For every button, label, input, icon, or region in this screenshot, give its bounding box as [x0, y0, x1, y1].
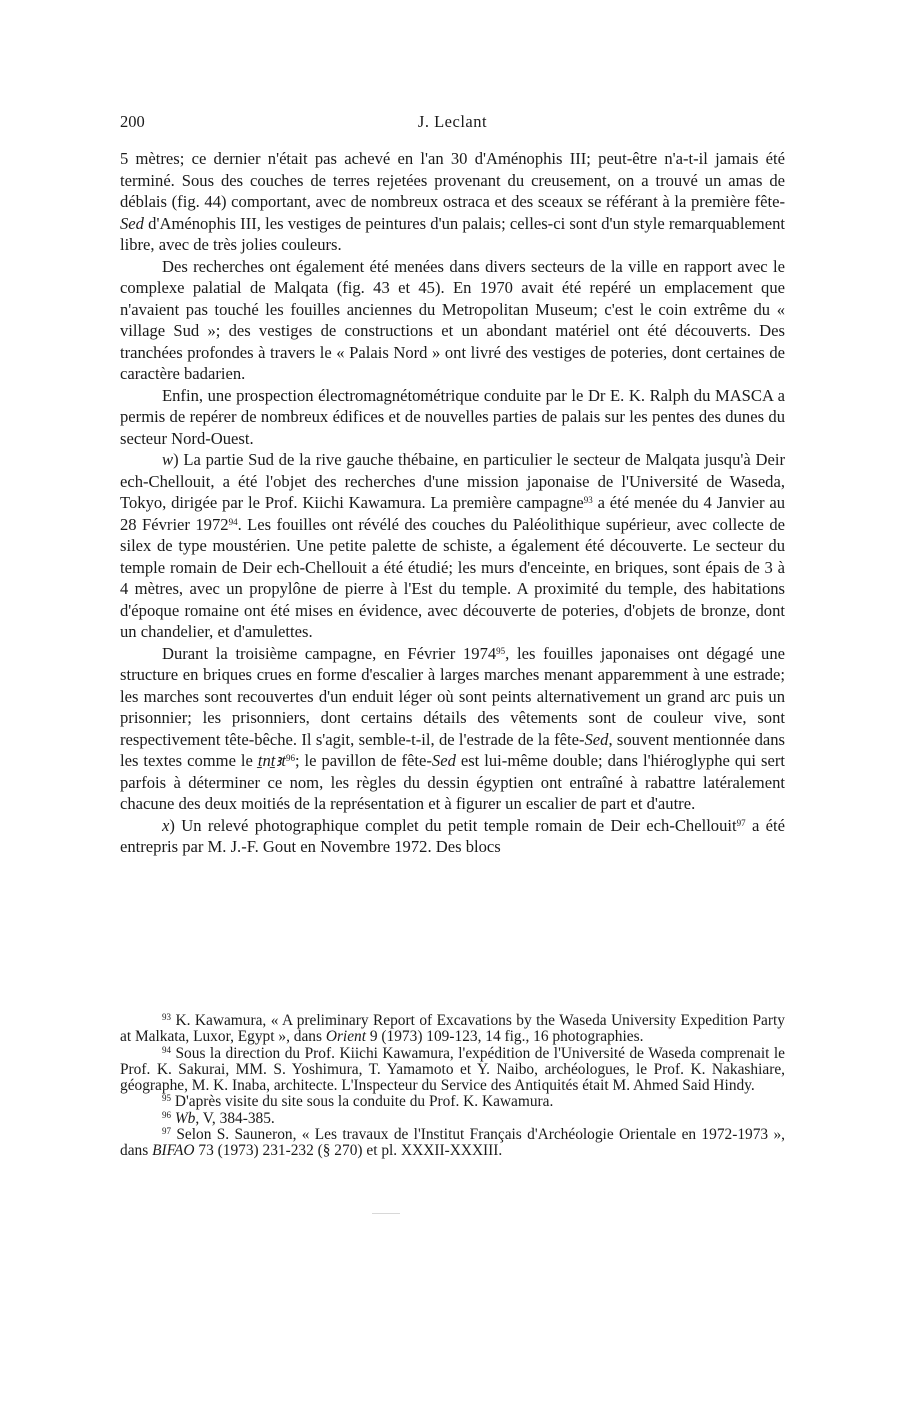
- paragraph-5: [120, 643, 785, 815]
- section-letter: w: [162, 450, 174, 469]
- text-run: a été entrepris par M. J.-F. Gout en Novembre 1972. Des blocs: [120, 815, 785, 856]
- text-run: D'après visite du site sous la conduite du Prof. K. Kawamura.: [171, 1093, 554, 1111]
- text-run: 5 mètres; ce dernier n'était pas achevé en l'an 30 d'Aménophis III; peut-être n'a-t-il jamais été terminé. Sous des couches de terres rejetées provenant du creusement, on a trouvé un amas de déblais (fig. 44) comportant, avec de nombreux ostraca et des sceaux se référant à la première fête-: [120, 149, 785, 211]
- footnote-93: [120, 1013, 785, 1046]
- italic-term: Orient: [325, 1028, 367, 1046]
- bottom-rule: [372, 1213, 400, 1214]
- footnote-97: [120, 1127, 785, 1160]
- paragraph-6: [120, 815, 785, 858]
- paragraph-1: [120, 148, 785, 256]
- text-run: ) Un relevé photographique complet du petit temple romain de Deir ech-Chellouit: [169, 815, 737, 835]
- text-run: ) La partie Sud de la rive gauche thébaine, en particulier le secteur de Malqata jusqu'à Deir ech-Chellouit, a été l'objet des recherches d'une mission japonaise de l'Université de Waseda, Tokyo, dirigée par le Prof. Kiichi Kawamura. La première campagne: [120, 450, 785, 512]
- footnote-ref[interactable]: 96: [285, 753, 295, 763]
- footnote-number: 97: [162, 1126, 171, 1137]
- text-run: ; le pavillon de fête-: [294, 751, 432, 770]
- text-run: K. Kawamura, « A preliminary Report of Excavations by the Waseda University Expedition Party at Malkata, Luxor, Egypt », dans: [120, 1012, 785, 1046]
- italic-term: Wb: [174, 1109, 196, 1127]
- text-run: d'Aménophis III, les vestiges de peintures d'un palais; celles-ci sont d'un style remarquablement libre, avec de très jolies couleurs.: [120, 213, 785, 254]
- text-run: , les fouilles japonaises ont dégagé une structure en briques crues en forme d'escalier à larges marches menant apparemment à une estrade; les marches sont recouvertes d'un enduit léger où sont peints alternativement un grand arc puis un prisonnier; les prisonniers, dont certains détails des vêtements sont de couleur vive, sont respectivement tête-bêche. Il s'agit, semble-t-il, de l'estrade de la fête-: [120, 643, 785, 749]
- text-run: a été menée du 4 Janvier au 28 Février 1972: [120, 493, 786, 534]
- italic-term: Sed: [431, 751, 456, 770]
- footnote-ref[interactable]: 94: [228, 516, 238, 527]
- footnote-number: 94: [162, 1044, 171, 1055]
- footnote-number: 96: [162, 1109, 171, 1120]
- italic-term: Sed: [120, 213, 144, 233]
- footnote-ref[interactable]: 97: [736, 817, 746, 828]
- footnote-96: [120, 1111, 785, 1127]
- text-run: , souvent mentionnée dans les textes comme le: [120, 729, 786, 770]
- text-run: 73 (1973) 231-232 (§ 270) et pl. XXXII-XXXIII.: [194, 1142, 503, 1160]
- footnote-95: [120, 1094, 785, 1110]
- italic-term: ṯnṯꜣt: [257, 751, 286, 770]
- footnote-number: 95: [162, 1093, 171, 1104]
- footnote-ref[interactable]: 95: [496, 645, 506, 656]
- footnotes: [120, 1013, 785, 1160]
- body-text: [120, 148, 785, 858]
- text-run: , V, 384-385.: [195, 1109, 275, 1127]
- paragraph-2: Des recherches ont également été menées dans divers secteurs de la ville en rapport avec le complexe palatial de Malqata (fig. 43 et 45). En 1970 avait été repéré un emplacement que n'avaient pas touché les fouilles anciennes du Metropolitan Museum; c'est le coin extrême du « village Sud »; des vestiges de constructions et un abondant matériel ont été découverts. Des tranchées profondes à travers le « Palais Nord » ont livré des vestiges de poteries, dont certaines de caractère badarien.: [120, 256, 785, 383]
- italic-term: BIFAO: [152, 1142, 195, 1160]
- paragraph-3: Enfin, une prospection électromagnétométrique conduite par le Dr E. K. Ralph du MASCA a permis de repérer de nombreux édifices et de nouvelles parties de palais sur les pentes des dunes du secteur Nord-Ouest.: [120, 385, 785, 448]
- text-run: est lui-même double; dans l'hiéroglyphe qui sert parfois à déterminer ce nom, les règles du dessin égyptien ont entraîné à rabattre latéralement chacune des deux moitiés de la représentation et à figurer un escalier de part et d'autre.: [120, 751, 785, 813]
- running-head: J. Leclant: [417, 112, 488, 131]
- text-run: . Les fouilles ont révélé des couches du Paléolithique supérieur, avec collecte de silex de type moustérien. Une petite palette de schiste, a également été découverte. Le secteur du temple romain de Deir ech-Chellouit a été étudié; les murs d'enceinte, en briques, sont épais de 3 à 4 mètres, avec un propylône de pierre à l'Est du temple. A proximité du temple, des habitations d'époque romaine ont été mises en évidence, avec découverte de poteries, d'objets de bronze, dont un chandelier, et d'amulettes.: [120, 514, 786, 641]
- page-header: [120, 112, 785, 136]
- paragraph-4: [120, 449, 785, 643]
- text-run: Sous la direction du Prof. Kiichi Kawamura, l'expédition de l'Université de Waseda comprenait le Prof. K. Sakurai, MM. S. Yoshimura, T. Yamamoto et Y. Naibo, archéologues, le Prof. K. Nakashiare, géographe, M. K. Inaba, architecte. L'Inspecteur du Service des Antiquités était M. Ahmed Said Hindy.: [120, 1044, 785, 1095]
- text-run: Selon S. Sauneron, « Les travaux de l'Institut Français d'Archéologie Orientale en 1972-1973 », dans: [120, 1126, 785, 1160]
- section-letter: x: [162, 815, 170, 835]
- italic-term: Sed: [584, 729, 609, 749]
- footnote-ref[interactable]: 93: [583, 495, 593, 505]
- footnote-number: 93: [162, 1012, 171, 1022]
- footnote-94: [120, 1046, 785, 1095]
- page-number: 200: [120, 112, 145, 131]
- text-run: Durant la troisième campagne, en Février 1974: [162, 643, 497, 663]
- text-run: 9 (1973) 109-123, 14 fig., 16 photographies.: [366, 1028, 644, 1046]
